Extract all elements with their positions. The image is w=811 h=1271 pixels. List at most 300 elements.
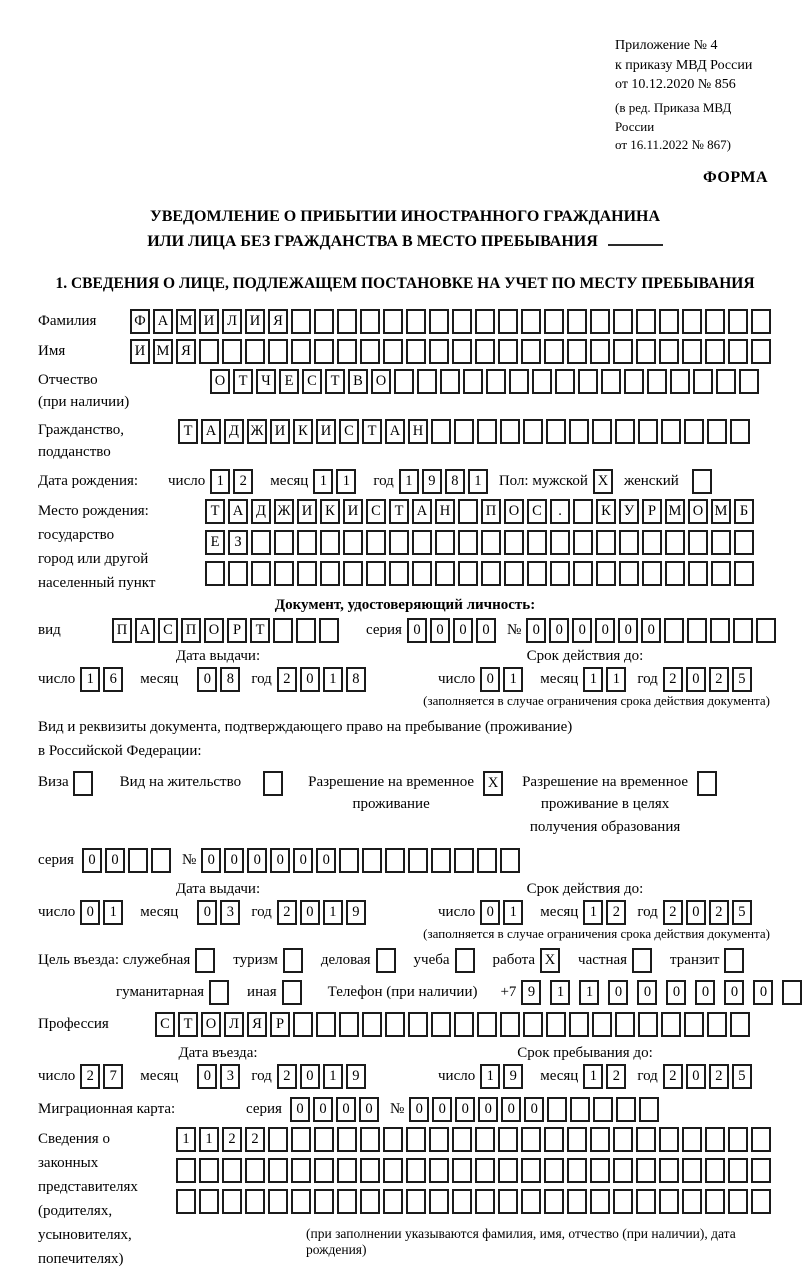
char-cell: 1: [550, 980, 570, 1005]
char-cell: 0: [197, 900, 217, 925]
char-cell: [435, 530, 455, 555]
checkbox-cell: [632, 948, 652, 973]
migration-number-sign: №: [389, 1101, 405, 1118]
char-cell: 0: [270, 848, 290, 873]
day-label: число: [38, 670, 76, 687]
checkbox-cell: X: [483, 771, 503, 796]
char-cell: [337, 309, 357, 334]
purpose-private-checkbox: [632, 948, 661, 973]
char-cell: [590, 339, 610, 364]
char-cell: [664, 618, 684, 643]
temp-residence-checkbox: [483, 771, 506, 796]
char-cell: [291, 1158, 311, 1183]
char-cell: [547, 1097, 567, 1122]
char-cell: [343, 561, 363, 586]
name-row: [38, 339, 772, 364]
char-cell: [661, 1012, 681, 1037]
char-cell: Я: [176, 339, 196, 364]
char-cell: 0: [316, 848, 336, 873]
char-cell: [431, 1012, 451, 1037]
surname-label: Фамилия: [38, 312, 97, 329]
char-cell: [730, 1012, 750, 1037]
char-cell: [638, 1012, 658, 1037]
char-cell: К: [293, 419, 313, 444]
representatives-label-3: представителях: [38, 1179, 138, 1196]
appendix-note: [615, 36, 772, 155]
char-cell: 2: [277, 900, 297, 925]
char-cell: [314, 1189, 334, 1214]
form-title-line1: УВЕДОМЛЕНИЕ О ПРИБЫТИИ ИНОСТРАННОГО ГРАЖДАНИНА: [149, 208, 661, 226]
entry-purpose-row: [38, 948, 772, 973]
char-cell: Б: [734, 499, 754, 524]
char-cell: [707, 1012, 727, 1037]
char-cell: О: [204, 618, 224, 643]
char-cell: [546, 1012, 566, 1037]
representatives-block: [38, 1127, 772, 1271]
char-cell: [521, 1158, 541, 1183]
char-cell: [366, 561, 386, 586]
char-cell: [521, 1127, 541, 1152]
char-cell: 1: [583, 667, 603, 692]
permit-issue-date-label: Дата выдачи:: [175, 881, 261, 898]
sex-female-label: женский: [623, 472, 679, 489]
representatives-row-2: [176, 1158, 774, 1183]
birthplace-row-3: [205, 561, 757, 586]
char-cell: [429, 1158, 449, 1183]
char-cell: 0: [430, 618, 450, 643]
char-cell: [477, 419, 497, 444]
char-cell: Д: [224, 419, 244, 444]
temp-residence-label-2: проживание: [352, 796, 430, 813]
char-cell: [454, 848, 474, 873]
char-cell: [412, 530, 432, 555]
char-cell: 0: [80, 900, 100, 925]
char-cell: [417, 369, 437, 394]
representatives-label-6: попечителях): [38, 1251, 124, 1268]
char-cell: И: [270, 419, 290, 444]
month-label: месяц: [140, 1068, 179, 1085]
char-cell: 2: [709, 1064, 729, 1089]
migration-card-label: Миграционная карта:: [38, 1101, 176, 1118]
year-label: год: [373, 472, 394, 489]
char-cell: А: [385, 419, 405, 444]
char-cell: [452, 309, 472, 334]
appendix-line-2: к приказу МВД России: [615, 57, 753, 73]
doc-number-sign: №: [506, 621, 522, 638]
char-cell: [452, 1189, 472, 1214]
char-cell: 1: [503, 900, 523, 925]
char-cell: [176, 1189, 196, 1214]
char-cell: [291, 1189, 311, 1214]
char-cell: [458, 499, 478, 524]
char-cell: [274, 561, 294, 586]
char-cell: [592, 1012, 612, 1037]
char-cell: [567, 309, 587, 334]
birthplace-row-1: [205, 499, 757, 524]
char-cell: Т: [205, 499, 225, 524]
char-cell: В: [348, 369, 368, 394]
char-cell: С: [158, 618, 178, 643]
day-label: число: [438, 670, 476, 687]
char-cell: Р: [227, 618, 247, 643]
char-cell: [458, 561, 478, 586]
purpose-transit-checkbox: [724, 948, 753, 973]
char-cell: [684, 1012, 704, 1037]
char-cell: 8: [445, 469, 465, 494]
char-cell: [523, 419, 543, 444]
purpose-tourism-label: туризм: [233, 952, 278, 969]
char-cell: [711, 561, 731, 586]
month-label: месяц: [540, 904, 579, 921]
entry-date-label: Дата въезда:: [178, 1045, 258, 1062]
char-cell: [268, 1127, 288, 1152]
temp-residence-option: [308, 771, 506, 816]
form-title: [38, 205, 772, 255]
char-cell: [475, 309, 495, 334]
char-cell: [314, 1158, 334, 1183]
birthdate-row: [38, 469, 772, 494]
form-title-line2: ИЛИ ЛИЦА БЕЗ ГРАЖДАНСТВА В МЕСТО ПРЕБЫВАНИЯ: [147, 233, 598, 251]
doc-issue-month-cells: [197, 667, 243, 692]
char-cell: 2: [277, 667, 297, 692]
residence-permit-checkbox: [263, 771, 286, 796]
char-cell: 0: [313, 1097, 333, 1122]
char-cell: 0: [686, 900, 706, 925]
temp-residence-label-1: Разрешение на временное: [308, 773, 475, 790]
char-cell: А: [228, 499, 248, 524]
char-cell: [477, 1012, 497, 1037]
char-cell: [619, 561, 639, 586]
char-cell: [251, 561, 271, 586]
char-cell: 2: [80, 1064, 100, 1089]
char-cell: 2: [663, 667, 683, 692]
purpose-other-label: иная: [247, 984, 277, 1001]
char-cell: [500, 1012, 520, 1037]
char-cell: [452, 1158, 472, 1183]
char-cell: К: [596, 499, 616, 524]
month-label: месяц: [270, 472, 309, 489]
char-cell: [498, 1158, 518, 1183]
char-cell: [452, 1127, 472, 1152]
char-cell: [486, 369, 506, 394]
char-cell: З: [228, 530, 248, 555]
stay-day-cells: [480, 1064, 526, 1089]
char-cell: [406, 1127, 426, 1152]
char-cell: П: [181, 618, 201, 643]
char-cell: [394, 369, 414, 394]
char-cell: 0: [247, 848, 267, 873]
permit-issue-year-cells: [277, 900, 369, 925]
sex-female-checkbox: [692, 469, 715, 494]
char-cell: 0: [478, 1097, 498, 1122]
char-cell: [343, 530, 363, 555]
char-cell: 0: [197, 667, 217, 692]
char-cell: И: [297, 499, 317, 524]
char-cell: 1: [336, 469, 356, 494]
doc-kind-label: вид: [38, 621, 61, 638]
char-cell: [475, 1127, 495, 1152]
month-label: месяц: [140, 904, 179, 921]
char-cell: [205, 561, 225, 586]
char-cell: 1: [323, 667, 343, 692]
char-cell: [360, 1127, 380, 1152]
purpose-transit-label: транзит: [670, 952, 720, 969]
char-cell: 0: [359, 1097, 379, 1122]
residence-permit-label: Вид на жительство: [119, 773, 242, 790]
char-cell: А: [153, 309, 173, 334]
char-cell: Н: [408, 419, 428, 444]
temp-residence-edu-label-2: проживание в целях: [540, 796, 670, 813]
char-cell: [454, 419, 474, 444]
identity-doc-heading: Документ, удостоверяющий личность:: [274, 596, 536, 613]
char-cell: Т: [178, 419, 198, 444]
char-cell: [682, 1127, 702, 1152]
checkbox-cell: [73, 771, 93, 796]
year-label: год: [251, 904, 272, 921]
char-cell: [593, 1097, 613, 1122]
char-cell: [751, 309, 771, 334]
char-cell: [316, 1012, 336, 1037]
char-cell: [319, 618, 339, 643]
sex-male-checkbox: [593, 469, 616, 494]
char-cell: 0: [524, 1097, 544, 1122]
patronymic-row: [38, 369, 772, 414]
day-label: число: [438, 1068, 476, 1085]
char-cell: 0: [695, 980, 715, 1005]
char-cell: [523, 1012, 543, 1037]
char-cell: Л: [222, 309, 242, 334]
char-cell: [569, 419, 589, 444]
char-cell: [613, 1127, 633, 1152]
doc-number-cells: [526, 618, 779, 643]
sex-male-label: Пол: мужской: [498, 472, 588, 489]
char-cell: [711, 530, 731, 555]
char-cell: [268, 1158, 288, 1183]
char-cell: [705, 1158, 725, 1183]
char-cell: 9: [346, 1064, 366, 1089]
char-cell: И: [245, 309, 265, 334]
temp-residence-edu-label-1: Разрешение на временное: [522, 773, 689, 790]
char-cell: [406, 1189, 426, 1214]
char-cell: [670, 369, 690, 394]
char-cell: [527, 561, 547, 586]
char-cell: [245, 1158, 265, 1183]
char-cell: 1: [468, 469, 488, 494]
permit-number-cells: [201, 848, 523, 873]
entry-day-cells: [80, 1064, 126, 1089]
checkbox-cell: [376, 948, 396, 973]
char-cell: 0: [105, 848, 125, 873]
char-cell: [567, 1127, 587, 1152]
char-cell: [705, 1127, 725, 1152]
char-cell: 0: [300, 1064, 320, 1089]
char-cell: [274, 530, 294, 555]
char-cell: [362, 848, 382, 873]
birth-month-cells: [313, 469, 359, 494]
forma-label: ФОРМА: [702, 169, 768, 187]
permit-valid-month-cells: [583, 900, 629, 925]
char-cell: [592, 419, 612, 444]
profession-row: [38, 1012, 772, 1037]
char-cell: [613, 1189, 633, 1214]
char-cell: [293, 1012, 313, 1037]
char-cell: 0: [549, 618, 569, 643]
profession-cells: [155, 1012, 753, 1037]
char-cell: М: [153, 339, 173, 364]
char-cell: Д: [251, 499, 271, 524]
char-cell: [544, 1158, 564, 1183]
char-cell: С: [527, 499, 547, 524]
char-cell: [544, 1189, 564, 1214]
permit-number-sign: №: [181, 852, 197, 869]
appendix-line-1: Приложение № 4: [615, 38, 718, 53]
char-cell: [613, 309, 633, 334]
char-cell: [408, 848, 428, 873]
char-cell: [440, 369, 460, 394]
char-cell: 0: [82, 848, 102, 873]
entry-purpose-row-2: [116, 980, 772, 1005]
doc-issue-day-cells: [80, 667, 126, 692]
char-cell: У: [619, 499, 639, 524]
char-cell: [659, 309, 679, 334]
purpose-tourism-checkbox: [283, 948, 312, 973]
char-cell: [366, 530, 386, 555]
char-cell: 0: [290, 1097, 310, 1122]
doc-issue-date-label: Дата выдачи:: [175, 647, 261, 664]
migration-series-label: серия: [246, 1101, 282, 1118]
char-cell: [498, 1189, 518, 1214]
char-cell: 0: [608, 980, 628, 1005]
char-cell: 0: [224, 848, 244, 873]
entry-month-cells: [197, 1064, 243, 1089]
char-cell: [273, 618, 293, 643]
profession-label: Профессия: [38, 1016, 109, 1033]
checkbox-cell: [283, 948, 303, 973]
char-cell: [573, 499, 593, 524]
char-cell: О: [201, 1012, 221, 1037]
char-cell: И: [130, 339, 150, 364]
char-cell: 0: [293, 848, 313, 873]
char-cell: И: [343, 499, 363, 524]
char-cell: М: [665, 499, 685, 524]
char-cell: 0: [201, 848, 221, 873]
birthplace-label: Место рождения:: [38, 502, 149, 519]
char-cell: [429, 1127, 449, 1152]
char-cell: 2: [663, 900, 683, 925]
char-cell: [481, 561, 501, 586]
char-cell: [642, 530, 662, 555]
char-cell: [337, 339, 357, 364]
char-cell: [360, 1158, 380, 1183]
char-cell: [728, 1189, 748, 1214]
char-cell: [546, 419, 566, 444]
char-cell: [615, 419, 635, 444]
char-cell: [734, 561, 754, 586]
char-cell: 0: [407, 618, 427, 643]
char-cell: [550, 530, 570, 555]
char-cell: [751, 339, 771, 364]
appendix-line-4: (в ред. Приказа МВД России: [615, 99, 732, 134]
temp-residence-edu-option: [522, 771, 720, 839]
char-cell: Р: [270, 1012, 290, 1037]
char-cell: [337, 1189, 357, 1214]
char-cell: [458, 530, 478, 555]
char-cell: [659, 1127, 679, 1152]
char-cell: Ж: [274, 499, 294, 524]
char-cell: 2: [709, 900, 729, 925]
char-cell: [638, 419, 658, 444]
char-cell: [297, 561, 317, 586]
char-cell: [567, 339, 587, 364]
char-cell: [412, 561, 432, 586]
char-cell: [555, 369, 575, 394]
char-cell: О: [504, 499, 524, 524]
char-cell: [498, 339, 518, 364]
purpose-other-checkbox: [282, 980, 311, 1005]
purpose-work-checkbox: [540, 948, 569, 973]
char-cell: 0: [300, 900, 320, 925]
purpose-official-label: Цель въезда: служебная: [38, 952, 191, 969]
char-cell: [710, 618, 730, 643]
char-cell: Н: [435, 499, 455, 524]
char-cell: [728, 1127, 748, 1152]
char-cell: [659, 1158, 679, 1183]
char-cell: 1: [199, 1127, 219, 1152]
char-cell: [728, 339, 748, 364]
char-cell: [337, 1127, 357, 1152]
char-cell: Т: [389, 499, 409, 524]
char-cell: 9: [422, 469, 442, 494]
char-cell: 0: [686, 1064, 706, 1089]
char-cell: Т: [178, 1012, 198, 1037]
char-cell: 1: [313, 469, 333, 494]
char-cell: [291, 339, 311, 364]
char-cell: [383, 1158, 403, 1183]
doc-valid-month-cells: [583, 667, 629, 692]
char-cell: Я: [247, 1012, 267, 1037]
char-cell: [385, 848, 405, 873]
month-label: месяц: [140, 670, 179, 687]
char-cell: [500, 419, 520, 444]
char-cell: [647, 369, 667, 394]
char-cell: [661, 419, 681, 444]
char-cell: [590, 1158, 610, 1183]
patronymic-cells: [210, 369, 762, 394]
birth-day-cells: [210, 469, 256, 494]
purpose-private-label: частная: [578, 952, 628, 969]
entry-dates-block: [38, 1045, 772, 1089]
phone-prefix: +7: [500, 984, 517, 1001]
purpose-study-label: учеба: [413, 952, 450, 969]
char-cell: 0: [666, 980, 686, 1005]
char-cell: [739, 369, 759, 394]
char-cell: [383, 309, 403, 334]
char-cell: [498, 309, 518, 334]
permit-series-label: серия: [38, 852, 74, 869]
char-cell: [619, 530, 639, 555]
char-cell: [521, 1189, 541, 1214]
purpose-business-checkbox: [376, 948, 405, 973]
checkbox-cell: [697, 771, 717, 796]
char-cell: [570, 1097, 590, 1122]
char-cell: [573, 561, 593, 586]
char-cell: [730, 419, 750, 444]
birthdate-label: Дата рождения:: [38, 472, 139, 489]
visa-label: Виза: [38, 773, 69, 790]
checkbox-cell: [209, 980, 229, 1005]
char-cell: [320, 561, 340, 586]
char-cell: [251, 530, 271, 555]
